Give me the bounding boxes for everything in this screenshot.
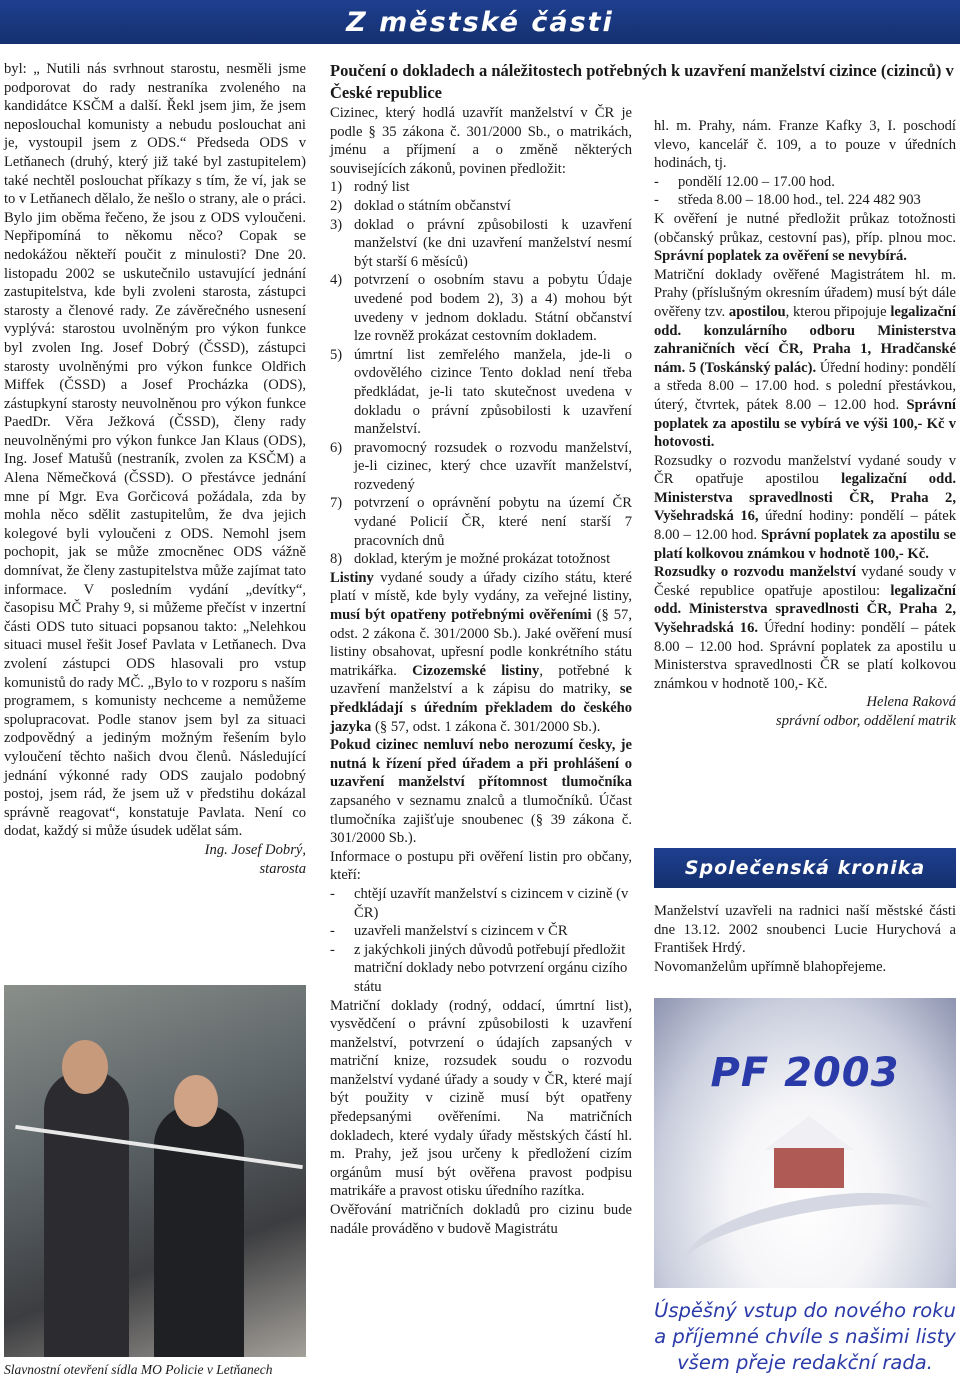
column-right (654, 117, 956, 731)
column-middle (330, 104, 632, 1238)
kronika-banner (654, 848, 956, 888)
overovani-paragraph: Ověřování matričních dokladů pro cizinu bude nadále prováděno v budově Magistrátu (330, 1202, 632, 1237)
pf-wish: Úspěšný vstup do nového roku a příjemné chvíle s našimi listy všem přeje redakční rada. (654, 1299, 956, 1374)
author-role: starosta (259, 860, 306, 877)
column-left (4, 60, 306, 878)
section-banner (0, 0, 960, 44)
author-role: správní odbor, oddělení matrik (776, 713, 956, 729)
article-heading: Poučení o dokladech a náležitostech potřebných k uzavření manželství cizince (cizinců) v České republice (330, 61, 954, 102)
divorce-cz-paragraph: Rozsudky o rozvodu manželství vydané soudy v České republice opatřuje apostilou: legalizační odd. Ministerstva spravedlnosti ČR, Praha 2, Vyšehradská 16. Úřední hodiny: pondělí – pátek 8.00 – 12.00 hod. Správní poplatek za apostilu u Ministerstva spravedlnosti ČR se platí kolkovou známkou v hodnotě 100,- Kč. (654, 564, 956, 692)
info-paragraph: Informace o postupu při ověření listin pro občany, kteří: (330, 848, 632, 884)
list-item: 2) doklad o státním občanství (330, 197, 511, 214)
list-item: - středa 8.00 – 18.00 hod., tel. 224 482 903 (654, 192, 921, 209)
list-item: 1) rodný list (330, 179, 410, 196)
author-name: Helena Raková (866, 694, 956, 711)
police-opening-photo (4, 985, 306, 1357)
section-title: Z městské části (346, 6, 614, 38)
listiny-paragraph: Listiny vydané soudy a úřady cizího státu, které platí v místě, kde byly vydány, za veřejné listiny, musí být opatřeny potřebnými ověřeními (§ 57, odst. 2 zákona č. 301/2000 Sb.). Jaké ověření musí listiny obsahovat, upřesní podle konkrétního státu matrikářka. Cizozemské listiny, potřebné k uzavření manželství a k zápisu do matriky, se předkládají s úředním překladem do českého jazyka (§ 57, odst. 1 zákona č. 301/2000 Sb.). (330, 569, 632, 735)
address-paragraph: hl. m. Prahy, nám. Franze Kafky 3, I. poschodí vlevo, kancelář č. 109, a to pouze v úředních hodinách, tj. (654, 118, 956, 172)
intro-paragraph: Cizinec, který hodlá uzavřít manželství v ČR je podle § 35 zákona č. 301/2000 Sb., o matrikách, jménu a příjmení a o změně některých souvisejících zákonů, povinen předložit: (330, 105, 632, 177)
photo-caption: Slavnostní otevření sídla MO Policie v Letňanech (4, 1362, 273, 1377)
list-item: 7) potvrzení o oprávnění pobytu na území ČR vydané Policií ČR, které není starší 7 pracovních dnů (330, 495, 632, 549)
id-paragraph: K ověření je nutné předložit průkaz totožnosti (občanský průkaz, cestovní pas), příp. plnou moc. Správní poplatek za ověření se nevybírá. (654, 210, 956, 265)
list-item: - z jakýchkoli jiných důvodů potřebují předložit matriční doklady nebo potvrzení orgánu cizího státu (330, 941, 628, 995)
winter-scene-image (654, 998, 956, 1288)
list-item: 5) úmrtní list zemřelého manžela, jde-li o ovdovělého cizince Tento doklad není třeba předkládat, je-li tato skutečnost uvedena v dokladu o právní způsobilosti k uzavření manželství. (330, 346, 632, 438)
article-text: byl: „ Nutili nás svrhnout starostu, nesměli jsme podporovat do rady nestraníka zvoleného na kandidátce KSČM a další. Řekl jsem jim, že jsem neposlouchal komunisty a nebudu poslouchat ani je, vystoupil jsem z ODS.“ Předseda ODS v Letňanech (druhý, který již také byl zastupitelem) také nechtěl poslouchat příkazy s tím, že ví, jak se to v Letňanech dělalo, že nešlo o strany, ale o práci. Bylo jim oběma řečeno, že jsou z ODS vyloučeni. Nepřipomíná to někomu něco? Copak se nedokážou někteří poučit z minulosti? Dne 20. listopadu 2002 se uskutečnilo ustavující jednání zastupitelstva, kde byli zvoleni starosta, zástupci starosty a členové rady. Ze závěrečného usnesení vyplývá: starostou uvolněným pro výkon funkce byl zvolen Ing. Josef Dobrý (ČSSD), zástupci starosty uvolněnými pro výkon funkce Oldřich Miffek (ČSSD) a Josef Procházka (ODS), zástupkyní starosty neuvolněnou pro výkon funkce PaedDr. Věra Ježková (ČSSD), členy rady neuvolněnými pro výkon funkce Jan Klaus (ODS), Ing. Josef Matušů (nestraník, zvolen za KSČM) a Alena Němečková (ČSSD). O přestávce jednání mne pí Mgr. Eva Gorčicová požádala, zda by mohla něco sdělit zastupitelům, že dva jejich kolegové byli vyloučeni z ODS. Nemohl jsem pochopit, jak se může zmocněnec ODS vážně domnívat, že členy zastupitelstva může zajímat tato informace. V posledním vydání „devítky“, časopisu MČ Prahy 9, si můžeme přečíst v inzertní části ODS tuto situaci popsanou takto: „Nelehkou situaci musel řešit Josef Pavlata v Letňanech. Dva zvolení zástupci ODS hlasovali pro vstup komunistů do rady MČ. „Bylo to v rozporu s naším programem, s komunisty nechceme a nemůžeme spolupracovat. Podle stanov jsem byl za situaci zodpovědný a jediným možným řešením bylo vyloučení těchto našich dvou členů. Následující jednání výkonné rady ODS zaujalo podobný postoj, jsem rád, že jsem už v předstihu dokázal správně reagovat“, konstatuje Pavlata. Není co dodat, každý si může úsudek udělat sám. (4, 61, 306, 840)
document-list (330, 178, 632, 568)
pf-title: PF 2003 (710, 1050, 900, 1096)
list-item: 4) potvrzení o osobním stavu a pobytu Údaje uvedené pod bodem 2), 3) a 4) mohou být uvedeny v jednom dokladu. Státní občanství lze rovněž prokázat cestovním dokladem. (330, 272, 632, 345)
interpreter-paragraph: Pokud cizinec nemluví nebo nerozumí česky, je nutná k řízení před úřadem a při prohlášení o uzavření manželství přítomnost tlumočníka zapsaného v seznamu znalců a tlumočníků. Účast tlumočníka zajišťuje snoubenec (§ 39 zákona č. 301/2000 Sb.). (330, 737, 632, 847)
kronika-title: Společenská kronika (684, 857, 926, 879)
pf-card (654, 998, 956, 1383)
apostille-paragraph: Matriční doklady ověřené Magistrátem hl. m. Prahy (příslušným okresním úřadem) musí být dále ověřeny tzv. apostilou, kterou připojuje legalizační odd. konzulárního odboru Ministerstva zahraničních věcí ČR, Praha 1, Hradčanské nám. 5 (Toskánský palác). Úřední hodiny: pondělí a středa 8.00 – 17.00 hod. s polední přestávkou, úterý, čtvrtek, pátek 8.00 – 12.00 hod. Správní poplatek za apostilu se vybírá ve výši 100,- Kč v hotovosti. (654, 266, 956, 451)
author-name: Ing. Josef Dobrý, (204, 841, 306, 858)
list-item: - chtějí uzavřít manželství s cizincem v cizině (v ČR) (330, 885, 629, 921)
list-item: - pondělí 12.00 – 17.00 hod. (654, 173, 835, 190)
list-item: 3) doklad o právní způsobilosti k uzavření manželství (ke dni uzavření manželství nesmí být starší 6 měsíců) (330, 216, 632, 270)
list-item: 8) doklad, kterým je možné prokázat totožnost (330, 551, 611, 568)
kronika-text: Manželství uzavřeli na radnici naší městské části dne 13.12. 2002 snoubenci Lucie Hurychová a František Hrdý. Novomanželům upřímně blahopřejeme. (654, 903, 956, 975)
matricni-paragraph: Matriční doklady (rodný, oddací, úmrtní list), vysvědčení o právní způsobilosti k uzavření manželství, potvrzení o údajích zapsaných v matriční knize, rozsudek soudu o rozvodu manželství vydané úřady a soudy v ČR, které mají být použity v cizině musí být opatřeny předepsanými ověřeními. Na matričních dokladech, které vydaly úřady městských částí hl. m. Prahy, jež jsou určeny k předložení cizím orgánům musí být ověřena pravost podpisu matrikáře a pravost otisku úředního razítka. (330, 997, 632, 1200)
list-item: 6) pravomocný rozsudek o rozvodu manželství, je-li cizinec, který chce uzavřít manželství, rozvedený (330, 439, 632, 493)
divorce-paragraph: Rozsudky o rozvodu manželství vydané soudy v ČR opatřuje apostilou legalizační odd. Ministerstva spravedlnosti ČR, Praha 2, Vyšehradská 16, úřední hodiny: pondělí – pátek 8.00 – 12.00 hod. Správní poplatek za apostilu se platí kolkovou známkou v hodnotě 100,- Kč. (654, 452, 956, 562)
list-item: - uzavřeli manželství s cizincem v ČR (330, 923, 568, 940)
